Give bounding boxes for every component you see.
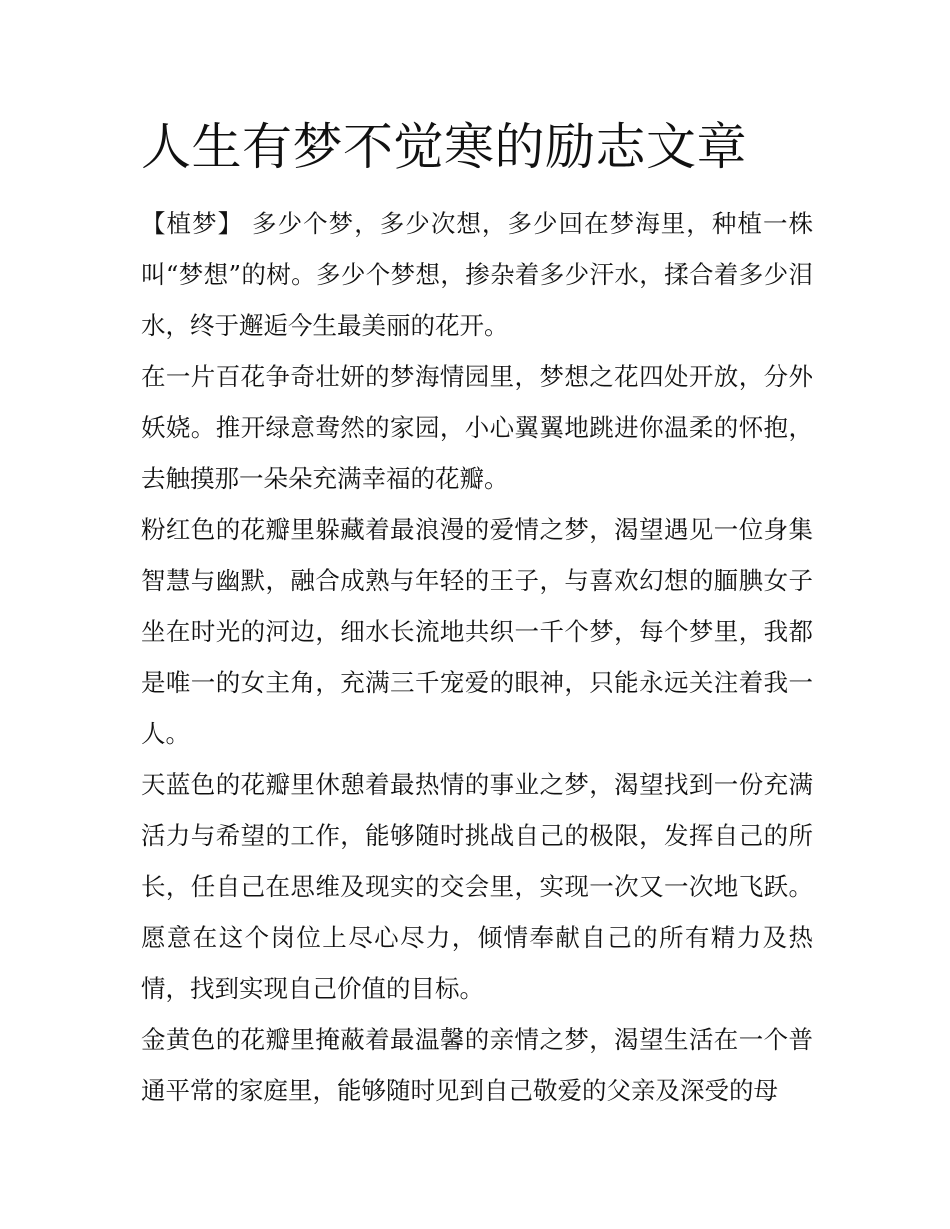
paragraph-pink-petal-love: 粉红色的花瓣里躲藏着最浪漫的爱情之梦，渴望遇见一位身集智慧与幽默，融合成熟与年轻的王子，与喜欢幻想的腼腆女子坐在时光的河边，细水长流地共织一千个梦，每个梦里，我都是唯一的女主角，充满三千宠爱的眼神，只能永远关注着我一人。 [141, 515, 813, 748]
paragraph-dream-garden: 在一片百花争奇壮妍的梦海情园里，梦想之花四处开放，分外妖娆。推开绿意鸯然的家园，小心翼翼地跳进你温柔的怀抱，去触摸那一朵朵充满幸福的花瓣。 [141, 362, 813, 493]
paragraph-golden-petal-family: 金黄色的花瓣里掩蔽着最温馨的亲情之梦，渴望生活在一个普通平常的家庭里，能够随时见到自己敬爱的父亲及深受的母 [141, 1025, 813, 1105]
paragraph-planting-dream: 【植梦】 多少个梦，多少次想，多少回在梦海里，种植一株叫“梦想”的树。多少个梦想，掺杂着多少汗水，揉合着多少泪水，终于邂逅今生最美丽的花开。 [141, 209, 813, 340]
paragraph-blue-petal-career: 天蓝色的花瓣里休憩着最热情的事业之梦，渴望找到一份充满活力与希望的工作，能够随时挑战自己的极限，发挥自己的所长，任自己在思维及现实的交会里，实现一次又一次地飞跃。愿意在这个岗位上尽心尽力，倾情奉献自己的所有精力及热情，找到实现自己价值的目标。 [141, 770, 813, 1003]
document-body [141, 198, 813, 1116]
document-title: 人生有梦不觉寒的励志文章 [141, 118, 747, 176]
